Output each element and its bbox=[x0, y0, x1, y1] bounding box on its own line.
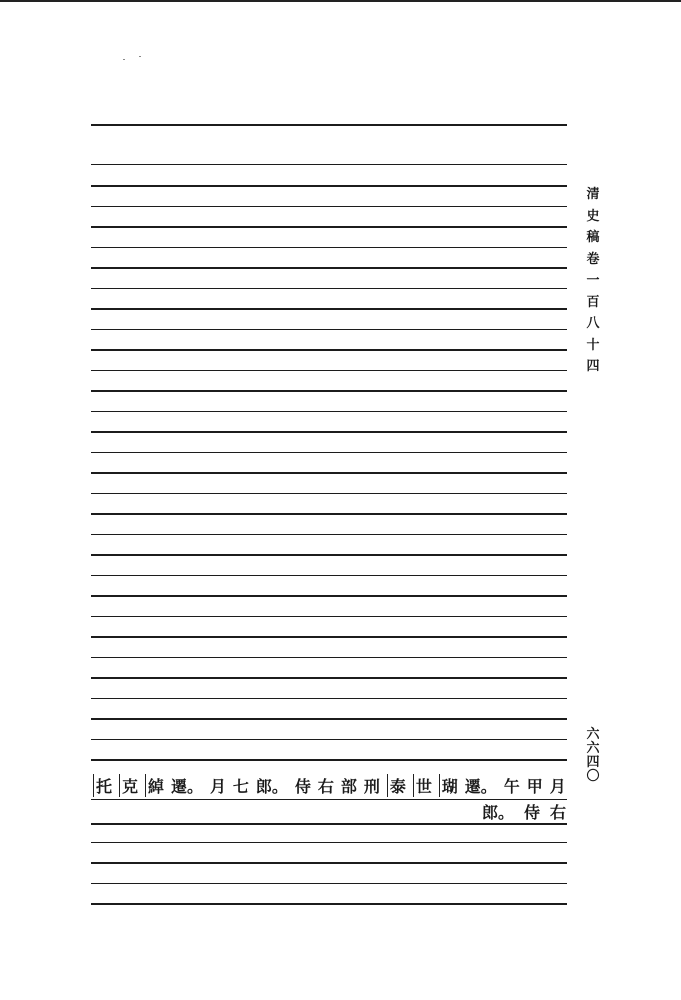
entry-char: 泰 bbox=[387, 774, 406, 797]
entry-char: 刑 bbox=[363, 776, 380, 796]
page-number-char: 六 bbox=[586, 741, 600, 756]
ruled-line bbox=[91, 554, 567, 556]
ruled-line bbox=[91, 862, 567, 864]
title-char: 一 bbox=[586, 273, 600, 288]
ruled-line bbox=[91, 185, 567, 187]
entry-char: 克 bbox=[119, 774, 138, 797]
ruled-line bbox=[91, 883, 567, 884]
ruled-line bbox=[91, 903, 567, 905]
entry-char: 月 bbox=[209, 776, 226, 796]
entry-char: 郎。 bbox=[481, 802, 514, 822]
ruled-line bbox=[91, 206, 567, 207]
table-entry-row bbox=[93, 774, 566, 796]
ruled-line bbox=[91, 698, 567, 699]
ruled-line bbox=[91, 288, 567, 289]
page-number-char: 四 bbox=[586, 755, 600, 770]
running-title bbox=[582, 184, 604, 378]
entry-char: 午 bbox=[503, 776, 520, 796]
entry-char: 托 bbox=[93, 774, 112, 797]
entry-char: 侍 bbox=[294, 776, 311, 796]
page-number-char: 六 bbox=[586, 727, 600, 742]
ruled-line bbox=[91, 452, 567, 453]
scan-speck bbox=[123, 59, 125, 60]
entry-char: 七 bbox=[232, 776, 249, 796]
ruled-line bbox=[91, 472, 567, 474]
ruled-line bbox=[91, 390, 567, 392]
entry-char: 月 bbox=[549, 776, 566, 796]
entry-char: 瑚 bbox=[439, 774, 458, 797]
ruled-line bbox=[91, 718, 567, 720]
scan-speck bbox=[139, 56, 141, 57]
title-char: 十 bbox=[586, 337, 600, 353]
title-char: 八 bbox=[586, 316, 600, 331]
ruled-line bbox=[91, 842, 567, 843]
ruled-line bbox=[91, 657, 567, 658]
title-char: 清 bbox=[586, 187, 600, 202]
title-char: 百 bbox=[586, 294, 600, 310]
ruled-line bbox=[91, 636, 567, 638]
ruled-line bbox=[91, 370, 567, 371]
ruled-line bbox=[91, 616, 567, 617]
ruled-line bbox=[91, 534, 567, 535]
entry-char: 右 bbox=[549, 802, 566, 822]
ruled-line bbox=[91, 411, 567, 412]
ruled-line bbox=[91, 739, 567, 740]
ruled-line bbox=[91, 595, 567, 597]
ruled-line bbox=[91, 349, 567, 351]
ruled-line bbox=[91, 124, 567, 126]
ruled-line bbox=[91, 164, 567, 165]
entry-char: 右 bbox=[317, 776, 334, 796]
title-char: 四 bbox=[586, 359, 600, 374]
ruled-line bbox=[91, 247, 567, 248]
entry-char: 綽 bbox=[145, 774, 164, 797]
ruled-line bbox=[91, 677, 567, 679]
page-number-char: 〇 bbox=[586, 769, 600, 784]
ruled-line bbox=[91, 308, 567, 310]
entry-char: 侍 bbox=[523, 802, 540, 822]
title-char: 稿 bbox=[586, 230, 600, 245]
ruled-line bbox=[91, 759, 567, 761]
ruled-line bbox=[91, 431, 567, 433]
entry-char: 遷。 bbox=[464, 776, 497, 796]
ruled-line bbox=[91, 329, 567, 330]
page-number bbox=[582, 728, 604, 784]
ruled-line bbox=[91, 513, 567, 515]
title-char: 史 bbox=[586, 208, 600, 224]
ruled-line bbox=[91, 823, 567, 825]
ruled-line bbox=[91, 575, 567, 576]
ruled-line bbox=[91, 226, 567, 228]
title-char: 卷 bbox=[586, 251, 600, 267]
page-top-border bbox=[0, 0, 681, 2]
table-entry-continuation bbox=[93, 800, 566, 822]
entry-char: 部 bbox=[340, 776, 357, 796]
entry-char: 甲 bbox=[526, 776, 543, 796]
ruled-line bbox=[91, 493, 567, 494]
ruled-line bbox=[91, 267, 567, 269]
entry-char: 郎。 bbox=[255, 776, 288, 796]
entry-char: 遷。 bbox=[170, 776, 203, 796]
entry-char: 世 bbox=[413, 774, 432, 797]
